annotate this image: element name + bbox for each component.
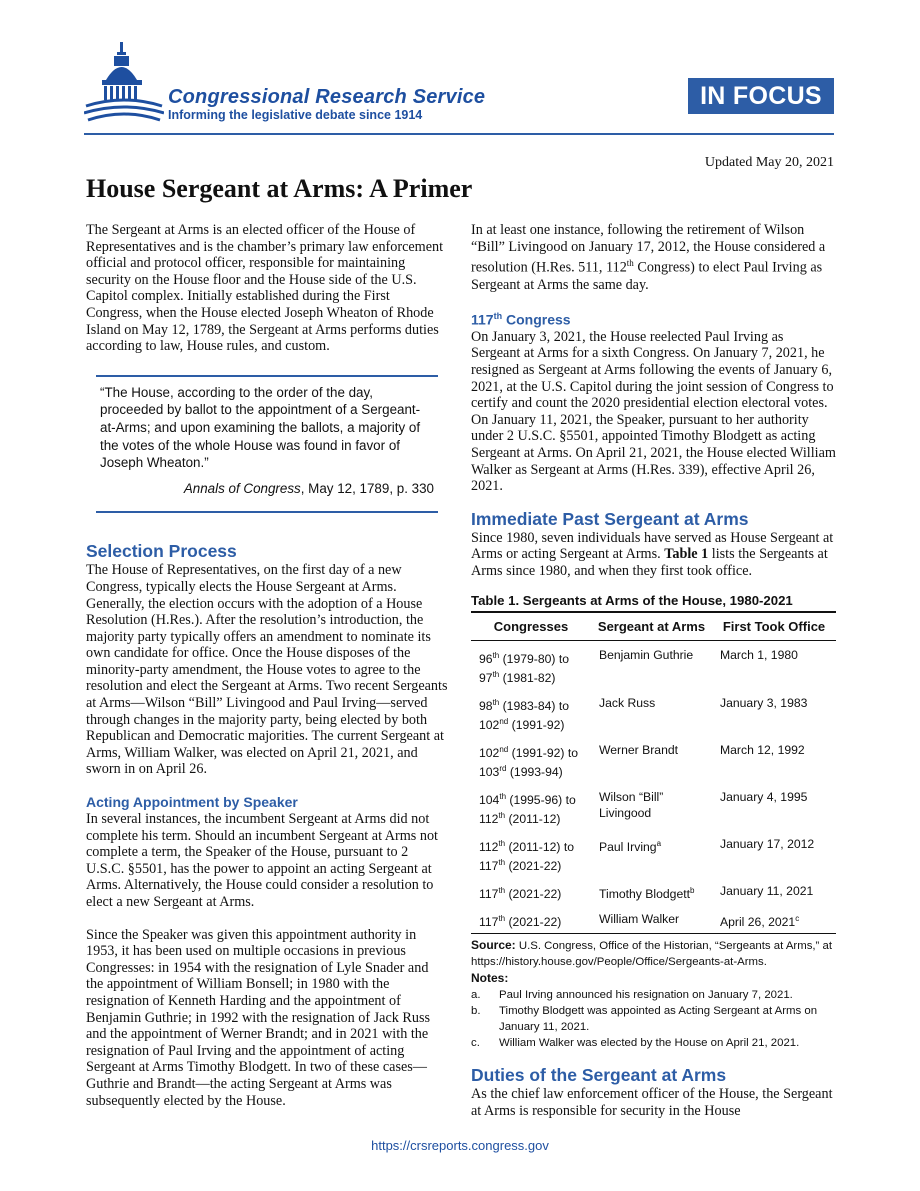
in-focus-badge: IN FOCUS <box>688 78 834 114</box>
notes-label-text: Notes: <box>471 971 509 986</box>
source-text: U.S. Congress, Office of the Historian, “Sergeants at Arms,” at https://history.house.gov/People/Office/Sergeants-at-Arms. <box>471 940 833 969</box>
column-header-congresses: Congresses <box>471 613 591 641</box>
past-sergeant-paragraph <box>471 530 836 580</box>
updated-date: Updated May 20, 2021 <box>704 155 834 170</box>
page-title: House Sergeant at Arms: A Primer <box>86 174 473 203</box>
congress-end: 102nd (1991-92) <box>479 716 565 732</box>
cell-congresses <box>471 689 591 736</box>
p1-text-b: Congress) to elect Paul Irving as Sergeant at Arms the same day. <box>471 259 823 293</box>
note-text: Timothy Blodgett was appointed as Acting Sergeant at Arms on January 11, 2021. <box>499 1005 818 1034</box>
cell-first-took-office: March 1, 1980 <box>720 648 798 663</box>
source-label: Source: <box>471 938 516 953</box>
table-row <box>471 830 836 877</box>
note-text: William Walker was elected by the House on April 21, 2021. <box>499 1037 800 1050</box>
c117-word: Congress <box>502 311 571 328</box>
acting-paragraph: In several instances, the incumbent Sergeant at Arms did not complete his term. Should an incumbent Sergeant at Arms not complete a term, the Speaker of the House, pursuant to 2 U.S.C. §5501, has the power to appoint an acting Sergeant at Arms. Alternatively, the House could consider a resolution to elect a new Sergeant at Arms. <box>86 811 438 910</box>
capitol-dome-icon <box>84 40 164 122</box>
past-text-b: lists the Sergeants at Arms since 1980, and when they first took office. <box>471 546 828 579</box>
congress-start: 98th (1983-84) to <box>479 697 570 713</box>
quote-text: “The House, according to the order of the day, proceeded by ballot to the appointment of a Sergeant-at-Arms; and upon examining the ballots, a majority of the votes of the whole House was found in favor of Joseph Wheaton.” <box>100 384 421 471</box>
table-row <box>471 905 836 934</box>
congress-start: 96th (1979-80) to <box>479 650 570 666</box>
table-source <box>471 937 836 970</box>
past-sergeant-heading: Immediate Past Sergeant at Arms <box>471 508 749 529</box>
c117-num: 117 <box>471 311 494 328</box>
congress-end: 112th (2011-12) <box>479 810 561 826</box>
livingood-paragraph <box>471 222 836 293</box>
congress-end: 97th (1981-82) <box>479 669 556 685</box>
congress-117-heading <box>471 308 836 329</box>
right-column <box>471 222 836 1119</box>
left-column <box>86 222 448 1109</box>
note-letter: a. <box>471 989 481 1002</box>
congress-start: 102nd (1991-92) to <box>479 744 579 760</box>
congress-end: 117th (2021-22) <box>479 858 562 874</box>
cell-first-took-office: January 3, 1983 <box>720 695 808 710</box>
cell-first-took-office: April 26, 2021$^c$ <box>712 905 836 934</box>
table-row <box>471 783 836 830</box>
quote-date: , May 12, 1789, p. 330 <box>300 480 434 496</box>
p1-sup: th <box>626 258 634 269</box>
table-note <box>471 1003 836 1035</box>
pull-quote <box>96 375 438 514</box>
cell-sergeant: Werner Brandt <box>599 742 679 757</box>
intro-paragraph: The Sergeant at Arms is an elected officer of the House of Representatives and is the chamber’s primary law enforcement official and protocol officer, responsible for maintaining security on the House floor and the House side of the U.S. Capitol complex. Initially established during the First Congress, when the House elected Joseph Wheaton of Rhode Island on May 12, 1789, the Sergeant at Arms performs duties according to law, House rules, and custom. <box>86 222 444 355</box>
notes-label <box>471 970 836 987</box>
duties-heading: Duties of the Sergeant at Arms <box>471 1065 727 1086</box>
table-caption: Table 1. Sergeants at Arms of the House, 1980-2021 <box>471 592 836 613</box>
footer-url[interactable]: https://crsreports.congress.gov <box>371 1138 549 1153</box>
column-header-sergeant: Sergeant at Arms <box>591 613 712 641</box>
brand-tagline: Informing the legislative debate since 1914 <box>168 108 423 122</box>
p1-text-a: In at least one instance, following the retirement of Wilson “Bill” Livingood on January 17, 2012, the House considered a resolution (H.Res. 511, 112 <box>471 222 826 276</box>
congress-start: 117th (2021-22) <box>479 914 562 930</box>
table-reference: Table 1 <box>664 546 709 563</box>
table-row <box>471 877 836 905</box>
note-text: Paul Irving announced his resignation on January 7, 2021. <box>499 989 793 1002</box>
table-notes <box>471 937 836 1051</box>
congress-117-paragraph: On January 3, 2021, the House reelected Paul Irving as Sergeant at Arms for a sixth Congress. On January 7, 2021, he resigned as Sergeant at Arms following the events of January 6, 2021, at the U.S. Capitol during the joint session of Congress to certify and count the 2020 presidential election electoral votes. On January 11, 2021, the Speaker, pursuant to her authority under 2 U.S.C. §5501, appointed Timothy Blodgett as acting Sergeant at Arms. On April 21, 2021, the House elected William Walker as Sergeant at Arms (H.Res. 339), effective April 26, 2021. <box>471 328 836 495</box>
table-row <box>471 736 836 783</box>
congress-end: 103rd (1993-94) <box>479 763 563 779</box>
table-row <box>471 689 836 736</box>
past-text-a: Since 1980, seven individuals have served as House Sergeant at Arms or acting Sergeant at Arms. <box>471 529 834 563</box>
table-header-row <box>471 613 836 641</box>
cell-first-took-office: January 11, 2021 <box>720 884 814 899</box>
cell-sergeant: Timothy Blodgett$^b$ <box>599 886 695 902</box>
cell-sergeant: Jack Russ <box>599 695 656 710</box>
note-letter: c. <box>471 1037 480 1050</box>
note-letter: b. <box>471 1005 481 1018</box>
cell-congresses <box>471 736 591 783</box>
table-note <box>471 1035 836 1051</box>
congress-start: 117th (2021-22) <box>479 886 562 902</box>
cell-congresses <box>471 877 591 905</box>
cell-first-took-office: March 12, 1992 <box>720 742 805 757</box>
c117-sup: th <box>493 311 503 322</box>
column-header-first-took-office: First Took Office <box>712 613 836 641</box>
table-row <box>471 641 836 689</box>
cell-congresses <box>471 905 591 934</box>
cell-first-took-office: January 17, 2012 <box>720 836 815 851</box>
quote-source: Annals of Congress <box>183 480 301 496</box>
congress-start: 112th (2011-12) to <box>479 838 574 855</box>
cell-sergeant: William Walker <box>591 905 712 934</box>
cell-sergeant: Benjamin Guthrie <box>599 648 694 663</box>
brand-name: Congressional Research Service <box>168 86 486 108</box>
cell-congresses <box>471 641 591 689</box>
quote-citation <box>100 480 434 498</box>
selection-heading: Selection Process <box>86 541 237 562</box>
cell-congresses <box>471 783 591 830</box>
header-divider <box>84 133 834 135</box>
acting-paragraph-2: Since the Speaker was given this appointment authority in 1953, it has been used on multiple occasions in previous Congresses: in 1954 with the resignation of Lyle Snader and the appointment of William Bonsell; in 1980 with the resignation of Kenneth Harding and the appointment of Benjamin Guthrie; in 1992 with the resignation of Jack Russ and the appointment of Werner Brandt; and in 2021 with the resignation of Paul Irving and the appointment of acting Sergeant at Arms Timothy Blodgett. In two of these cases—Guthrie and Brandt—the acting Sergeant at Arms was subsequently elected by the House. <box>86 926 430 1109</box>
table-note <box>471 987 836 1003</box>
cell-first-took-office: January 4, 1995 <box>720 789 808 804</box>
sergeants-table <box>471 613 836 934</box>
selection-paragraph: The House of Representatives, on the first day of a new Congress, typically elects the House Sergeant at Arms. Generally, the election occurs with the adoption of a House Resolution (H.Res.). After the resolution’s introduction, the majority party typically offers an amendment to nominate its own candidate for office. Once the House disposes of the minority-party amendment, the House votes to agree to the resolution and elect the Sergeant at Arms. Two recent Sergeants at Arms—Wilson “Bill” Livingood and Paul Irving—served through changes in the majority party, being elected by both Republican and Democratic majorities. The current Sergeant at Arms, William Walker, was elected on April 21, 2021, and sworn in on April 26. <box>86 562 448 778</box>
cell-sergeant: Paul Irving$^a$ <box>599 838 662 855</box>
congress-start: 104th (1995-96) to <box>479 791 576 807</box>
cell-sergeant: Wilson “Bill” Livingood <box>599 789 664 820</box>
duties-paragraph: As the chief law enforcement officer of the House, the Sergeant at Arms is responsible for security in the House <box>471 1086 833 1119</box>
cell-congresses <box>471 830 591 877</box>
acting-heading: Acting Appointment by Speaker <box>86 794 298 811</box>
